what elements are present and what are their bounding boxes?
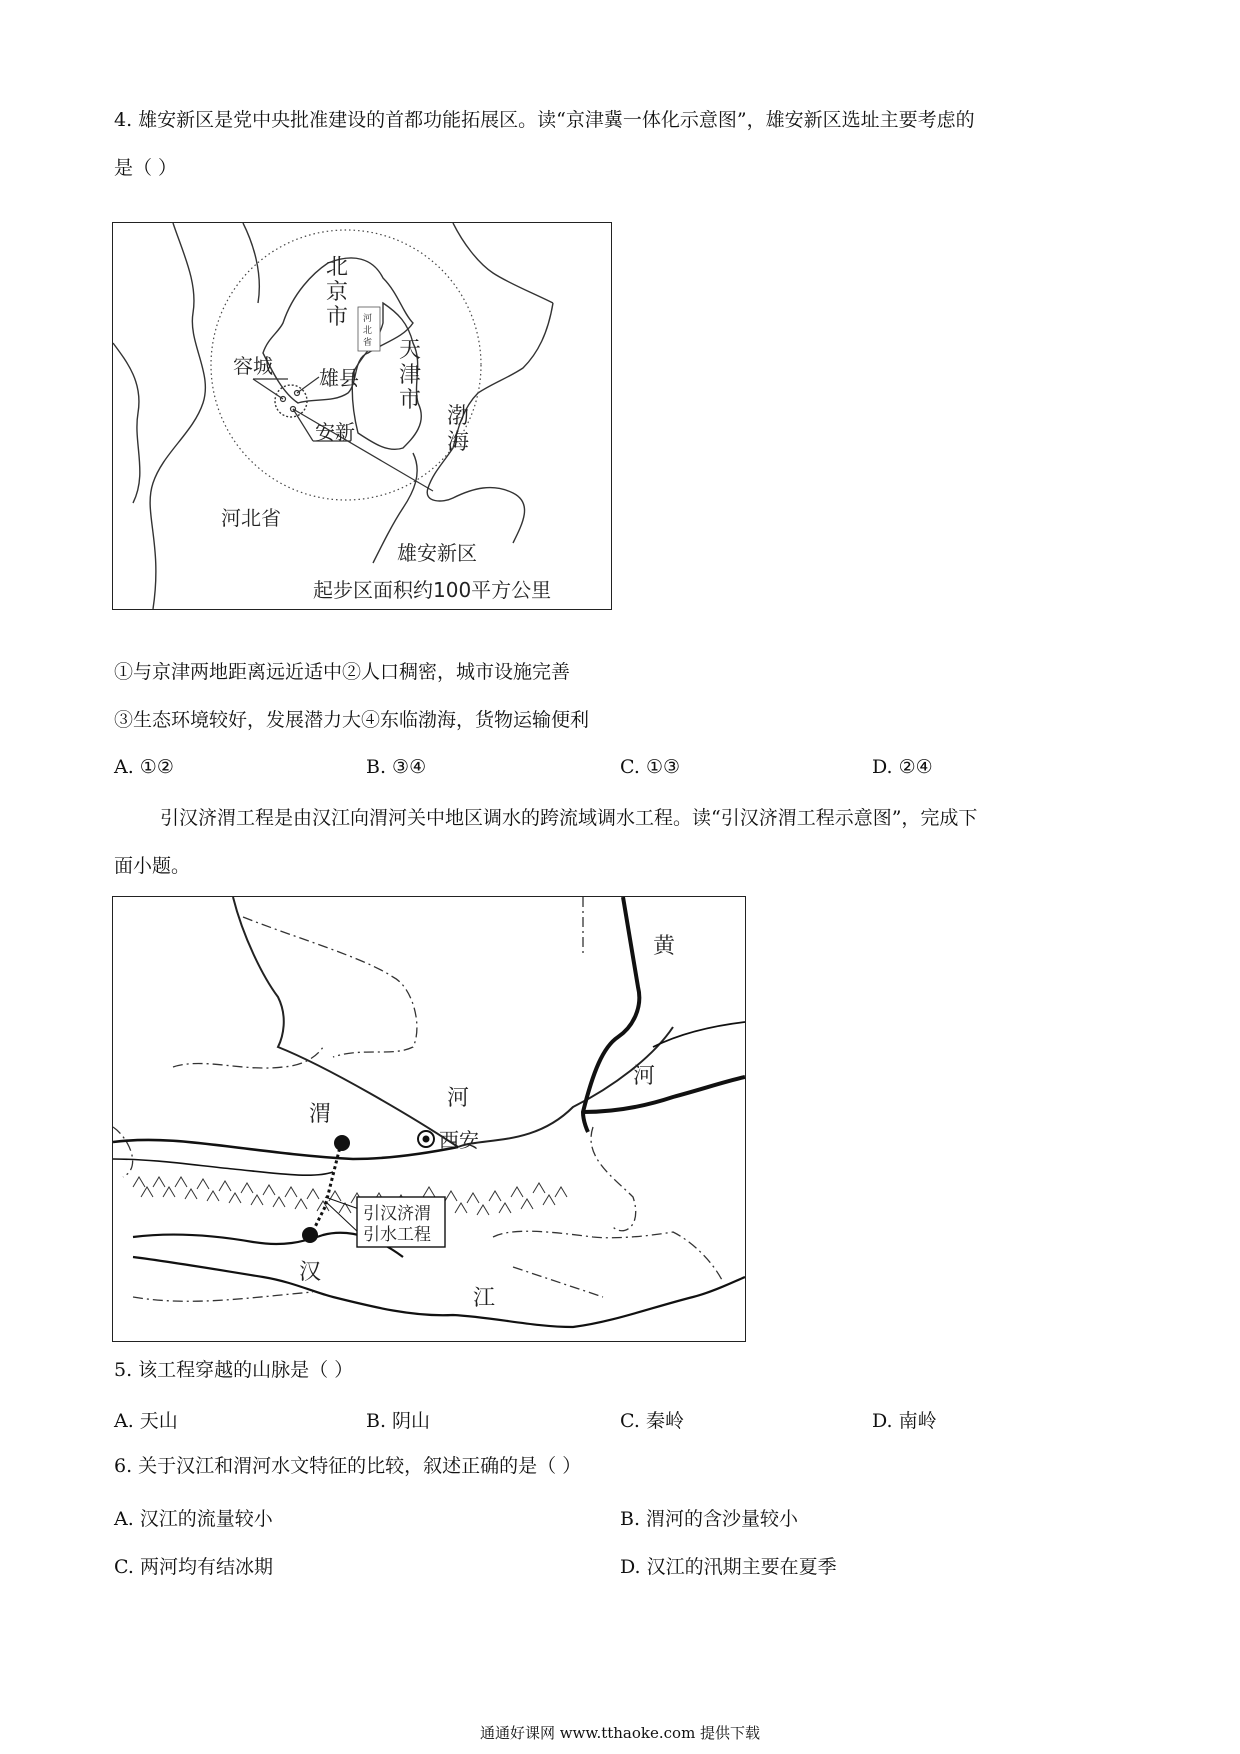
huang-label: 黄 xyxy=(653,934,676,959)
xian-label: 西安 xyxy=(439,1128,479,1152)
q6-option-d[interactable]: D. 汉江的汛期主要在夏季 xyxy=(620,1556,837,1578)
q4-option-b[interactable]: B. ③④ xyxy=(366,756,427,778)
beijing-label-char3: 市 xyxy=(326,305,349,330)
hanjiwei-map xyxy=(112,896,746,1342)
q5-option-b[interactable]: B. 阴山 xyxy=(366,1410,431,1432)
q6-option-b[interactable]: B. 渭河的含沙量较小 xyxy=(620,1508,799,1530)
hebei-label: 河北省 xyxy=(221,506,281,530)
jiang-label: 江 xyxy=(473,1286,496,1311)
page-footer: 通通好课网 www.tthaoke.com 提供下载 xyxy=(479,1724,761,1742)
bohai-label-char1: 渤 xyxy=(447,404,470,429)
hebei-enclave-char1: 河 xyxy=(363,314,373,324)
q4-option-d[interactable]: D. ②④ xyxy=(872,756,933,778)
intro-line2: 面小题。 xyxy=(114,855,191,877)
q4-option-c[interactable]: C. ①③ xyxy=(620,756,681,778)
wei-he-label: 河 xyxy=(447,1086,470,1111)
q4-stem-line1: 4. 雄安新区是党中央批准建设的首都功能拓展区。读“京津冀一体化示意图”，雄安新区选址主要考虑的 xyxy=(114,109,975,131)
project-label-line1: 引汉济渭 xyxy=(363,1204,431,1224)
beijing-label-char1: 北 xyxy=(326,255,349,280)
project-label-line2: 引水工程 xyxy=(363,1225,431,1245)
q6-option-a[interactable]: A. 汉江的流量较小 xyxy=(114,1508,273,1530)
anxin-label: 安新 xyxy=(315,420,355,444)
hebei-enclave-char2: 北 xyxy=(363,326,373,336)
q5-stem: 5. 该工程穿越的山脉是（ ） xyxy=(114,1359,354,1381)
tianjin-label-char3: 市 xyxy=(399,388,422,413)
q4-statements-line2: ③生态环境较好，发展潜力大④东临渤海，货物运输便利 xyxy=(114,709,590,731)
rongcheng-label: 容城 xyxy=(233,354,273,378)
han-label: 汉 xyxy=(299,1260,322,1285)
q5-option-d[interactable]: D. 南岭 xyxy=(872,1410,937,1432)
yellow-he-label: 河 xyxy=(633,1064,656,1089)
q6-option-c[interactable]: C. 两河均有结冰期 xyxy=(114,1556,273,1578)
hebei-enclave-char3: 省 xyxy=(363,338,373,348)
q4-option-a[interactable]: A. ①② xyxy=(114,756,174,778)
q6-stem: 6. 关于汉江和渭河水文特征的比较，叙述正确的是（ ） xyxy=(114,1455,582,1477)
intro-line1: 引汉济渭工程是由汉江向渭河关中地区调水的跨流域调水工程。读“引汉济渭工程示意图”，完成下 xyxy=(160,807,978,829)
wei-label: 渭 xyxy=(309,1102,332,1127)
q5-option-a[interactable]: A. 天山 xyxy=(114,1410,178,1432)
jingjinji-map-svg xyxy=(113,223,611,609)
tianjin-label-char2: 津 xyxy=(399,363,422,388)
xiongan-label: 雄安新区 xyxy=(397,541,477,565)
xiongxian-label: 雄县 xyxy=(319,366,359,390)
q4-statements-line1: ①与京津两地距离远近适中②人口稠密，城市设施完善 xyxy=(114,661,571,683)
beijing-label-char2: 京 xyxy=(326,280,349,305)
bohai-label-char2: 海 xyxy=(447,430,470,455)
hanjiwei-map-svg xyxy=(113,897,745,1341)
area-note: 起步区面积约100平方公里 xyxy=(313,578,552,602)
q4-stem-line2: 是（ ） xyxy=(114,157,178,179)
tianjin-label-char1: 天 xyxy=(399,338,422,363)
q5-option-c[interactable]: C. 秦岭 xyxy=(620,1410,684,1432)
jingjinji-map xyxy=(112,222,612,610)
